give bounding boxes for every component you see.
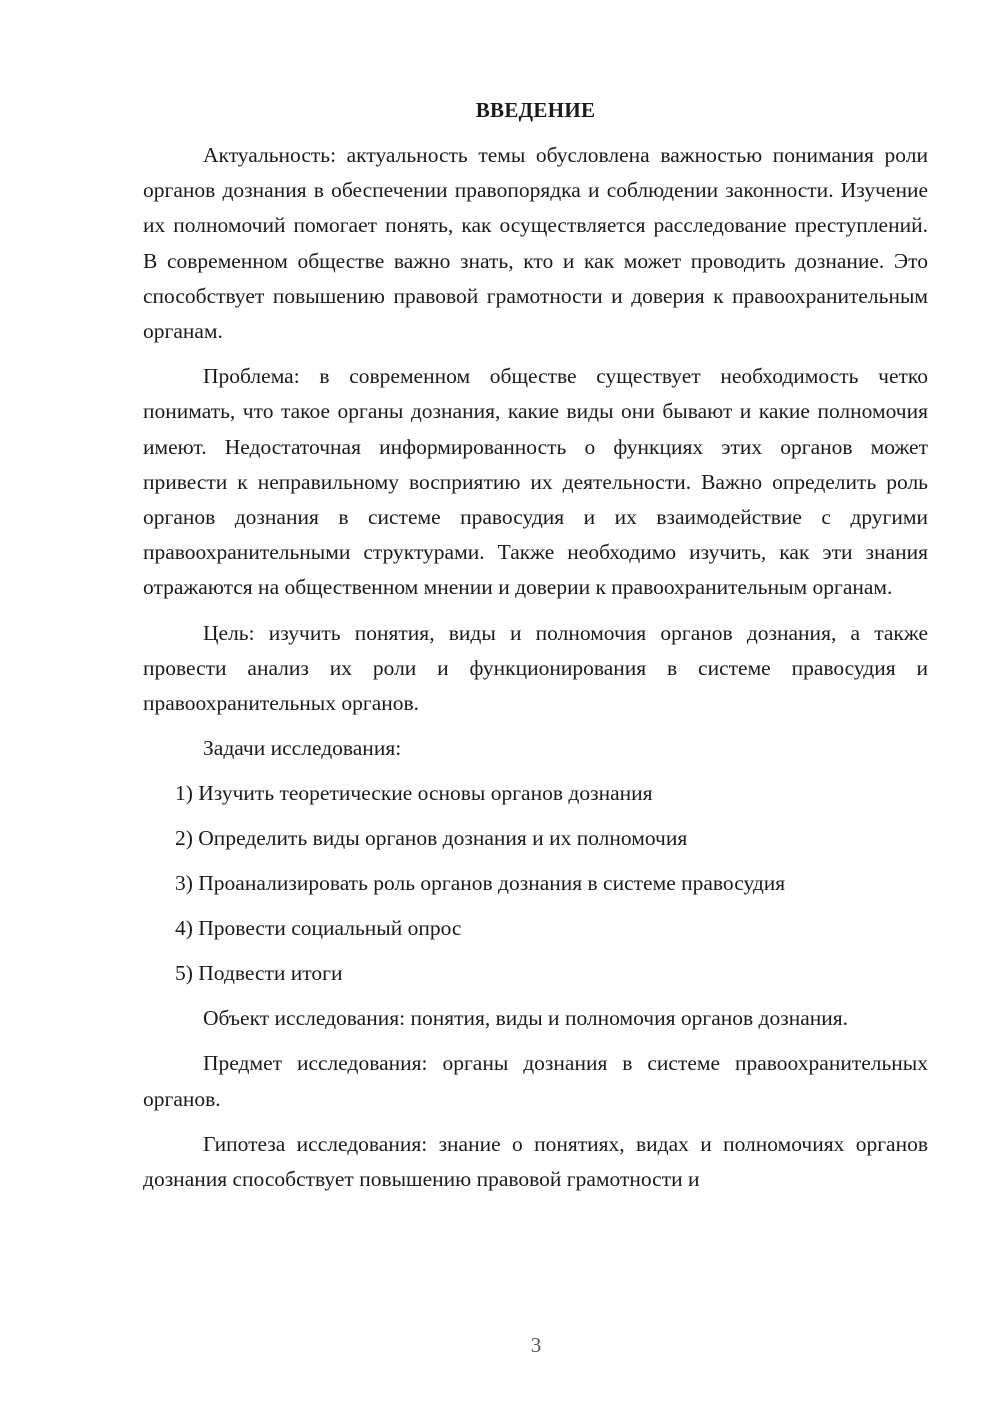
page-title: ВВЕДЕНИЕ (475, 98, 596, 122)
list-item: 5) Подвести итоги (175, 961, 343, 986)
list-item: 3) Проанализировать роль органов дознания в системе правосудия (175, 871, 786, 896)
paragraph-goal: Цель: изучить понятия, виды и полномочия органов дознания, а также провести анализ их роли и функционирования в системе правосудия и правоохранительных органов. (143, 620, 928, 716)
paragraph-hypothesis: Гипотеза исследования: знание о понятиях, видах и полномочиях органов дознания способствует повышению правовой грамотности и (143, 1131, 928, 1192)
document-page (143, 95, 928, 1207)
tasks-heading: Задачи исследования: (203, 736, 402, 761)
list-item: 4) Провести социальный опрос (175, 916, 462, 941)
paragraph-object: Объект исследования: понятия, виды и полномочия органов дознания. (203, 1006, 849, 1031)
paragraph-subject: Предмет исследования: органы дознания в системе правоохранительных органов. (143, 1051, 928, 1111)
paragraph-relevance: Актуальность: актуальность темы обусловлена важностью понимания роли органов дознания в обеспечении правопорядка и соблюдении законности. Изучение их полномочий помогает понять, как осуществляется расследование преступлений. В современном обществе важно знать, кто и как может проводить дознание. Это способствует повышению правовой грамотности и доверия к правоохранительным органам. (143, 143, 928, 344)
tasks-list (143, 776, 928, 991)
page-number: 3 (530, 1333, 542, 1357)
list-item: 2) Определить виды органов дознания и их полномочия (175, 826, 688, 851)
list-item: 1) Изучить теоретические основы органов дознания (175, 781, 653, 806)
paragraph-problem: Проблема: в современном обществе существует необходимость четко понимать, что такое органы дознания, какие виды они бывают и какие полномочия имеют. Недостаточная информированность о функциях этих органов может привести к неправильному восприятию их деятельности. Важно определить роль органов дознания в системе правосудия и их взаимодействие с другими правоохранительными структурами. Также необходимо изучить, как эти знания отражаются на общественном мнении и доверии к правоохранительным органам. (143, 364, 928, 600)
